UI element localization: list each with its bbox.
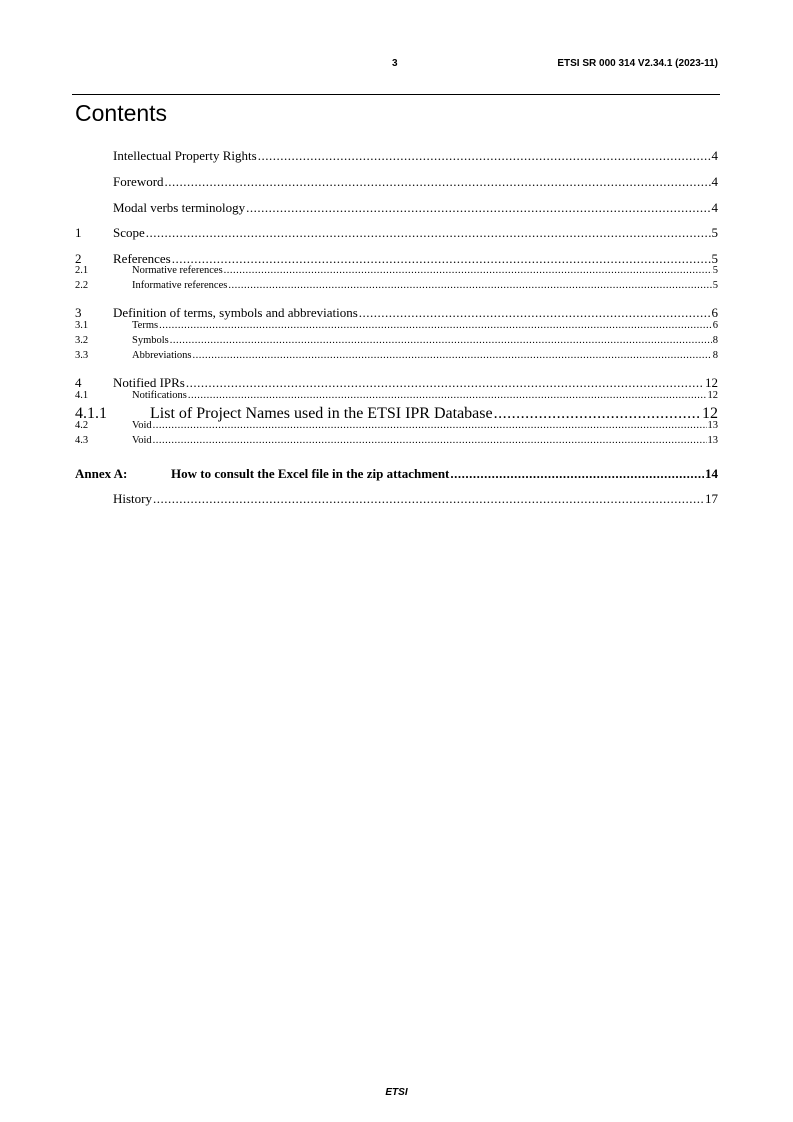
header-rule (72, 94, 720, 95)
toc-entry-number: 4.1.1 (75, 405, 107, 422)
toc-entry-title: Foreword (113, 174, 164, 189)
toc-dot-leader (170, 335, 712, 346)
toc-entry-page: 4 (711, 200, 718, 215)
toc-entry-number: 3.3 (75, 350, 89, 361)
toc-dot-leader (246, 200, 710, 216)
toc-entry[interactable] (75, 435, 718, 448)
toc-entry-number: 1 (75, 225, 82, 240)
toc-dot-leader (188, 390, 707, 401)
toc-dot-leader (153, 435, 707, 446)
toc-entry-title: Informative references (132, 280, 228, 291)
toc-entry[interactable] (75, 420, 718, 433)
toc-dot-leader (153, 491, 704, 507)
page-title: Contents (75, 100, 168, 126)
toc-entry-page: 8 (712, 335, 718, 346)
toc-entry-page: 12 (707, 390, 718, 401)
toc-entry-title: List of Project Names used in the ETSI IPR Database (150, 405, 493, 422)
toc-entry[interactable] (75, 375, 718, 391)
toc-dot-leader (258, 148, 711, 164)
toc-dot-leader (450, 466, 704, 482)
toc-entry-number: 4.1 (75, 390, 89, 401)
toc-entry-title: Abbreviations (132, 350, 192, 361)
toc-entry-number: 3 (75, 305, 82, 320)
toc-entry-page: 4 (711, 148, 718, 163)
toc-dot-leader (193, 350, 712, 361)
toc-entry-page: 6 (711, 305, 718, 320)
toc-entry[interactable] (75, 280, 718, 293)
page-number: 3 (392, 58, 398, 69)
toc-entry-page: 5 (712, 265, 718, 276)
toc-entry-page: 12 (705, 375, 718, 390)
toc-entry[interactable] (75, 350, 718, 363)
toc-entry-page: 5 (711, 225, 718, 240)
toc-entry-title: Notifications (132, 390, 187, 401)
toc-dot-leader (359, 305, 711, 321)
toc-entry-page: 13 (707, 420, 718, 431)
toc-entry[interactable] (75, 305, 718, 321)
toc-entry[interactable] (75, 335, 718, 348)
toc-entry-number: 3.1 (75, 320, 89, 331)
toc-entry-title: Normative references (132, 265, 223, 276)
toc-dot-leader (153, 420, 707, 431)
toc-dot-leader (228, 280, 711, 291)
toc-entry-title: How to consult the Excel file in the zip attachment (171, 466, 450, 481)
footer-etsi: ETSI (385, 1087, 408, 1098)
toc-entry-page: 12 (702, 405, 718, 422)
toc-entry-page: 17 (705, 491, 718, 506)
toc-entry-title: Intellectual Property Rights (113, 148, 257, 163)
toc-entry-page: 5 (712, 280, 718, 291)
toc-dot-leader (224, 265, 712, 276)
toc-entry-title: Void (132, 420, 152, 431)
toc-dot-leader (146, 225, 711, 241)
toc-entry-page: 5 (711, 251, 718, 266)
toc-entry[interactable] (75, 466, 718, 482)
toc-entry[interactable] (75, 200, 718, 216)
toc-entry[interactable] (75, 320, 718, 333)
toc-entry-title: Notified IPRs (113, 375, 185, 390)
toc-entry-page: 6 (712, 320, 718, 331)
toc-entry-title: Modal verbs terminology (113, 200, 246, 215)
toc-dot-leader (159, 320, 712, 331)
toc-entry-page: 14 (705, 466, 718, 481)
toc-entry-number: 4.3 (75, 435, 89, 446)
toc-entry-number: Annex A: (75, 466, 128, 481)
toc-entry-title: Void (132, 435, 152, 446)
toc-entry[interactable] (75, 491, 718, 507)
toc-entry-page: 13 (707, 435, 718, 446)
toc-entry[interactable] (75, 225, 718, 241)
toc-entry-number: 4 (75, 375, 82, 390)
toc-entry-number: 2.1 (75, 265, 89, 276)
document-reference: ETSI SR 000 314 V2.34.1 (2023-11) (557, 58, 718, 69)
toc-entry-number: 4.2 (75, 420, 89, 431)
toc-entry-title: Definition of terms, symbols and abbreviations (113, 305, 358, 320)
toc-entry-title: Scope (113, 225, 145, 240)
toc-entry-number: 2 (75, 251, 82, 266)
toc-entry[interactable] (75, 265, 718, 278)
toc-entry-title: History (113, 491, 152, 506)
toc-entry-title: References (113, 251, 171, 266)
toc-entry[interactable] (75, 148, 718, 164)
toc-entry[interactable] (75, 174, 718, 190)
toc-entry-title: Symbols (132, 335, 169, 346)
toc-entry-page: 8 (712, 350, 718, 361)
toc-entry-number: 2.2 (75, 280, 89, 291)
toc-entry[interactable] (75, 390, 718, 403)
toc-dot-leader (165, 174, 711, 190)
toc-dot-leader (186, 375, 704, 391)
toc-entry-number: 3.2 (75, 335, 89, 346)
toc-entry-page: 4 (711, 174, 718, 189)
toc-entry-title: Terms (132, 320, 159, 331)
